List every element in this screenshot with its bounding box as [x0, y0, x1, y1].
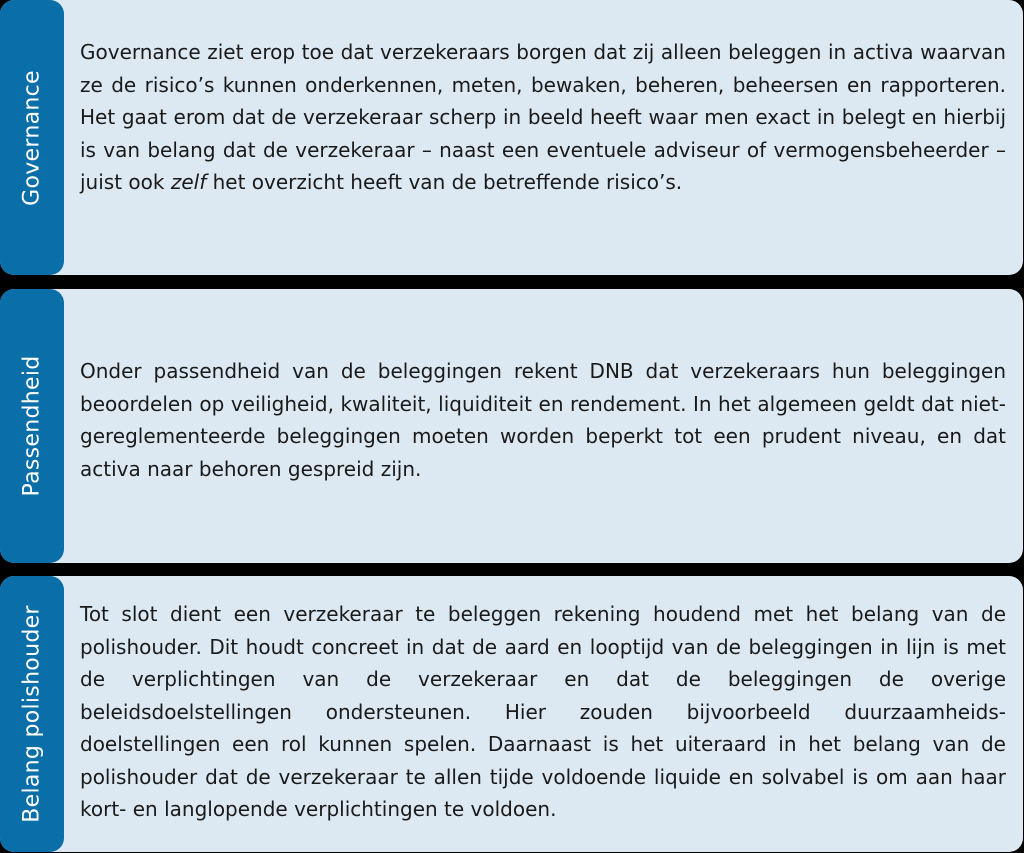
section-title-passendheid: Passendheid	[19, 355, 45, 497]
section-tab-belang-polishouder	[0, 576, 64, 852]
section-title-governance: Governance	[19, 69, 45, 206]
section-tab-governance	[0, 0, 64, 275]
section-text-governance	[80, 36, 1006, 199]
section-text-passendheid: Onder passendheid van de beleggingen rekent DNB dat verzekeraars hun beleggingen beoordelen op veiligheid, kwaliteit, liquiditeit en rendement. In het algemeen geldt dat niet-gereglementeerde beleggingen moeten worden beperkt tot een prudent niveau, en dat activa naar behoren gespreid zijn.	[80, 359, 1006, 481]
section-title-belang-polishouder: Belang polishouder	[19, 605, 45, 823]
governance-text-part-1: Governance ziet erop toe dat verzekeraars borgen dat zij alleen beleggen in activa waarvan ze de risico’s kunnen onderkennen, meten, bewaken, beheren, beheersen en rapporteren. Het gaat erom dat de verzekeraar scherp in beeld heeft waar men exact in belegt en hierbij is van belang dat de verzekeraar – naast een eventuele adviseur of vermogensbeheerder – juist ook	[80, 40, 1006, 194]
section-text-belang-polishouder: Tot slot dient een verzekeraar te beleggen rekening houdend met het belang van de polishouder. Dit houdt concreet in dat de aard en looptijd van de beleggingen in lijn is met de verplichtingen van de verzekeraar en dat de beleggingen de overige beleidsdoelstellingen ondersteunen. Hier zouden bijvoorbeeld duurzaamheids-doelstellingen een rol kunnen spelen. Daarnaast is het uiteraard in het belang van de polishouder dat de verzekeraar te allen tijde voldoende liquide en solvabel is om aan haar kort- en langlopende verplichtingen te voldoen.	[80, 602, 1006, 821]
section-tab-passendheid	[0, 289, 64, 563]
section-belang-polishouder	[0, 576, 1023, 852]
section-governance	[0, 0, 1023, 275]
governance-text-part-2: het overzicht heeft van de betreffende risico’s.	[206, 170, 683, 194]
section-passendheid	[0, 289, 1023, 563]
governance-text-italic: zelf	[170, 170, 207, 194]
